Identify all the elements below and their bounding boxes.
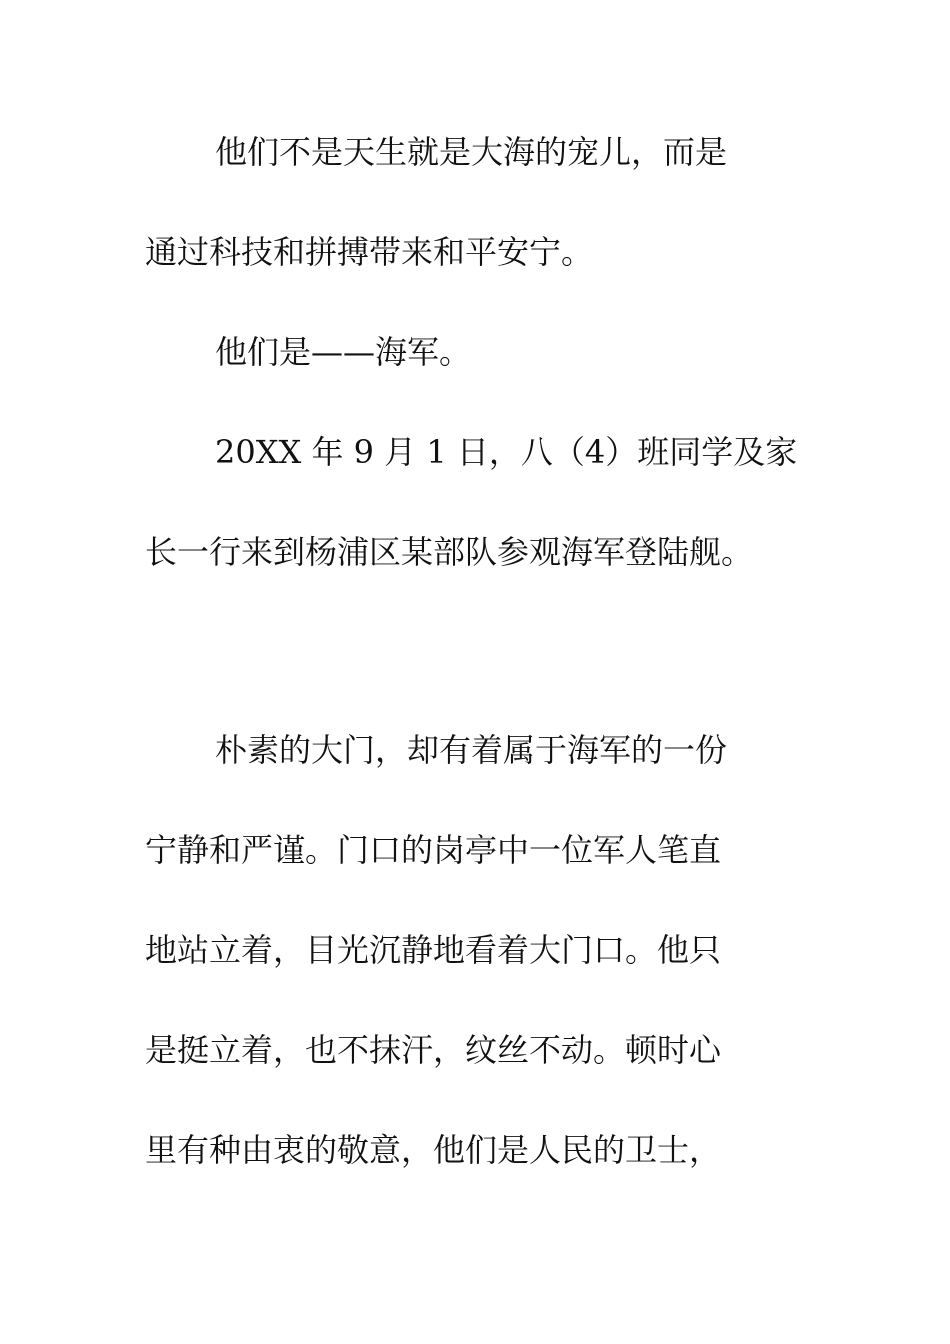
paragraph-4-line-4: 是挺立着，也不抹汗，纹丝不动。顿时心 [145,1031,722,1069]
paragraph-3-line-2: 长一行来到杨浦区某部队参观海军登陆舰。 [145,533,754,571]
paragraph-3-line-1: 20XX 年 9 月 1 日，八（4）班同学及家 [215,433,798,471]
paragraph-1-line-1: 他们不是天生就是大海的宠儿，而是 [215,133,728,171]
paragraph-4-line-2: 宁静和严谨。门口的岗亭中一位军人笔直 [145,831,722,869]
paragraph-2-line-1: 他们是——海军。 [215,333,472,371]
paragraph-4-line-1: 朴素的大门，却有着属于海军的一份 [215,731,728,769]
paragraph-4-line-5: 里有种由衷的敬意，他们是人民的卫士， [145,1131,722,1169]
paragraph-1-line-2: 通过科技和拼搏带来和平安宁。 [145,233,594,271]
paragraph-4-line-3: 地站立着，目光沉静地看着大门口。他只 [145,931,722,969]
